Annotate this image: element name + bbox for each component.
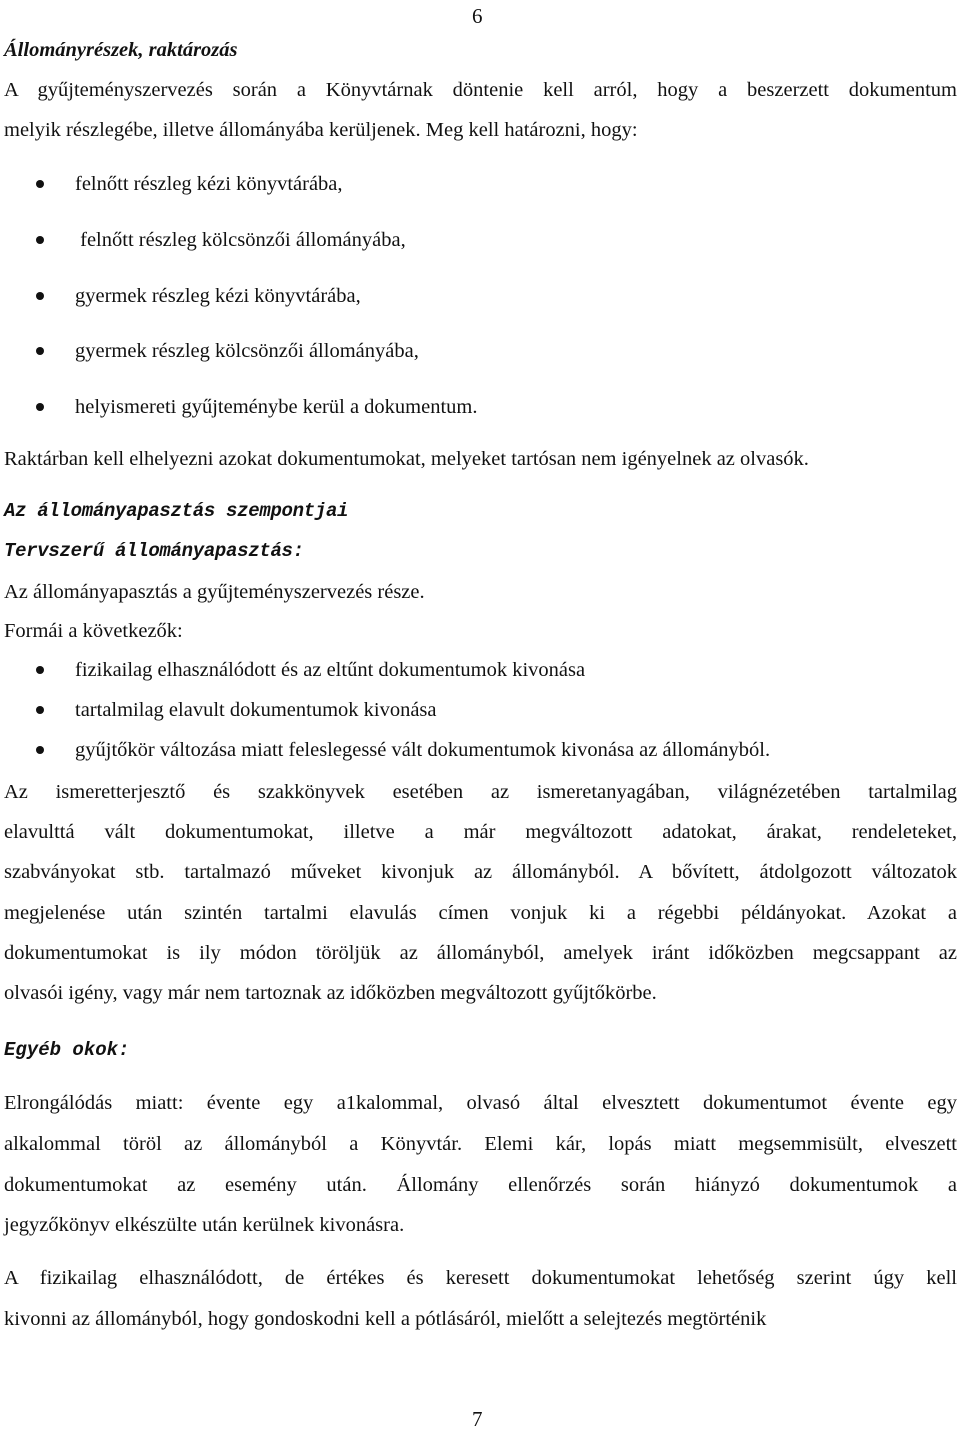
bullet-icon	[36, 180, 44, 188]
intro-line-2: melyik részlegébe, illetve állományába kerüljenek. Meg kell határozni, hogy:	[4, 119, 638, 141]
page-number-bottom: 7	[472, 1407, 483, 1431]
paragraph-line: olvasói igény, vagy már nem tartoznak az időközben megváltozott gyűjtőkörbe.	[4, 982, 657, 1004]
section-heading-apasztas: Az állományapasztás szempontjai	[4, 500, 349, 522]
list-item-text: gyermek részleg kézi könyvtárába,	[75, 285, 361, 307]
bullet-icon	[36, 236, 44, 244]
list-item-text: gyermek részleg kölcsönzői állományába,	[75, 340, 419, 362]
paragraph-line: Az ismeretterjesztő és szakkönyvek esetében az ismeretanyagában, világnézetében tartalmilag	[4, 781, 957, 803]
bullet-icon	[36, 292, 44, 300]
bullet-icon	[36, 347, 44, 355]
paragraph-line: alkalommal töröl az állományból a Könyvtár. Elemi kár, lopás miatt megsemmisült, elveszett	[4, 1133, 957, 1155]
subheading-tervszeru: Tervszerű állományapasztás:	[4, 540, 304, 562]
storage-text: Raktárban kell elhelyezni azokat dokumentumokat, melyeket tartósan nem igényelnek az olvasók.	[4, 448, 809, 470]
paragraph-line: kivonni az állományból, hogy gondoskodni kell a pótlásáról, mielőtt a selejtezés megtörténik	[4, 1308, 767, 1330]
paragraph-line: szabványokat stb. tartalmazó műveket kivonjuk az állományból. A bővített, átdolgozott változatok	[4, 861, 957, 883]
intro-line-1: A gyűjteményszervezés során a Könyvtárnak döntenie kell arról, hogy a beszerzett dokumentum	[4, 79, 957, 101]
bullet-icon	[36, 666, 44, 674]
list-item-text: felnőtt részleg kézi könyvtárába,	[75, 173, 343, 195]
paragraph-line: A fizikailag elhasználódott, de értékes és keresett dokumentumokat lehetőség szerint úgy kell	[4, 1267, 957, 1289]
bullet-icon	[36, 403, 44, 411]
paragraph-line: Elrongálódás miatt: évente egy a1kalommal, olvasó által elvesztett dokumentumot évente egy	[4, 1092, 957, 1114]
list-item-text: gyűjtőkör változása miatt feleslegessé vált dokumentumok kivonása az állományból.	[75, 739, 771, 761]
paragraph-line: dokumentumokat az esemény után. Állomány ellenőrzés során hiányzó dokumentumok a	[4, 1174, 957, 1196]
apasztas-line-2: Formái a következők:	[4, 620, 183, 642]
bullet-icon	[36, 706, 44, 714]
section-heading-egyeb: Egyéb okok:	[4, 1039, 130, 1061]
bullet-icon	[36, 746, 44, 754]
page-number-top: 6	[472, 4, 483, 28]
apasztas-line-1: Az állományapasztás a gyűjteményszervezés része.	[4, 581, 425, 603]
paragraph-line: jegyzőkönyv elkészülte után kerülnek kivonásra.	[4, 1214, 405, 1236]
list-item-text: fizikailag elhasználódott és az eltűnt dokumentumok kivonása	[75, 659, 586, 681]
paragraph-line: elavulttá vált dokumentumokat, illetve a már megváltozott adatokat, árakat, rendeleteket,	[4, 821, 957, 843]
section-heading-allomanyreszek: Állományrészek, raktározás	[4, 39, 238, 61]
list-item-text: helyismereti gyűjteménybe kerül a dokumentum.	[75, 396, 478, 418]
list-item-text: tartalmilag elavult dokumentumok kivonása	[75, 699, 437, 721]
paragraph-line: megjelenése után szintén tartalmi elavulás címen vonjuk ki a régebbi példányokat. Azokat a	[4, 902, 957, 924]
paragraph-line: dokumentumokat is ily módon töröljük az állományból, amelyek iránt időközben megcsappant az	[4, 942, 957, 964]
list-item-text: felnőtt részleg kölcsönzői állományába,	[75, 229, 406, 251]
